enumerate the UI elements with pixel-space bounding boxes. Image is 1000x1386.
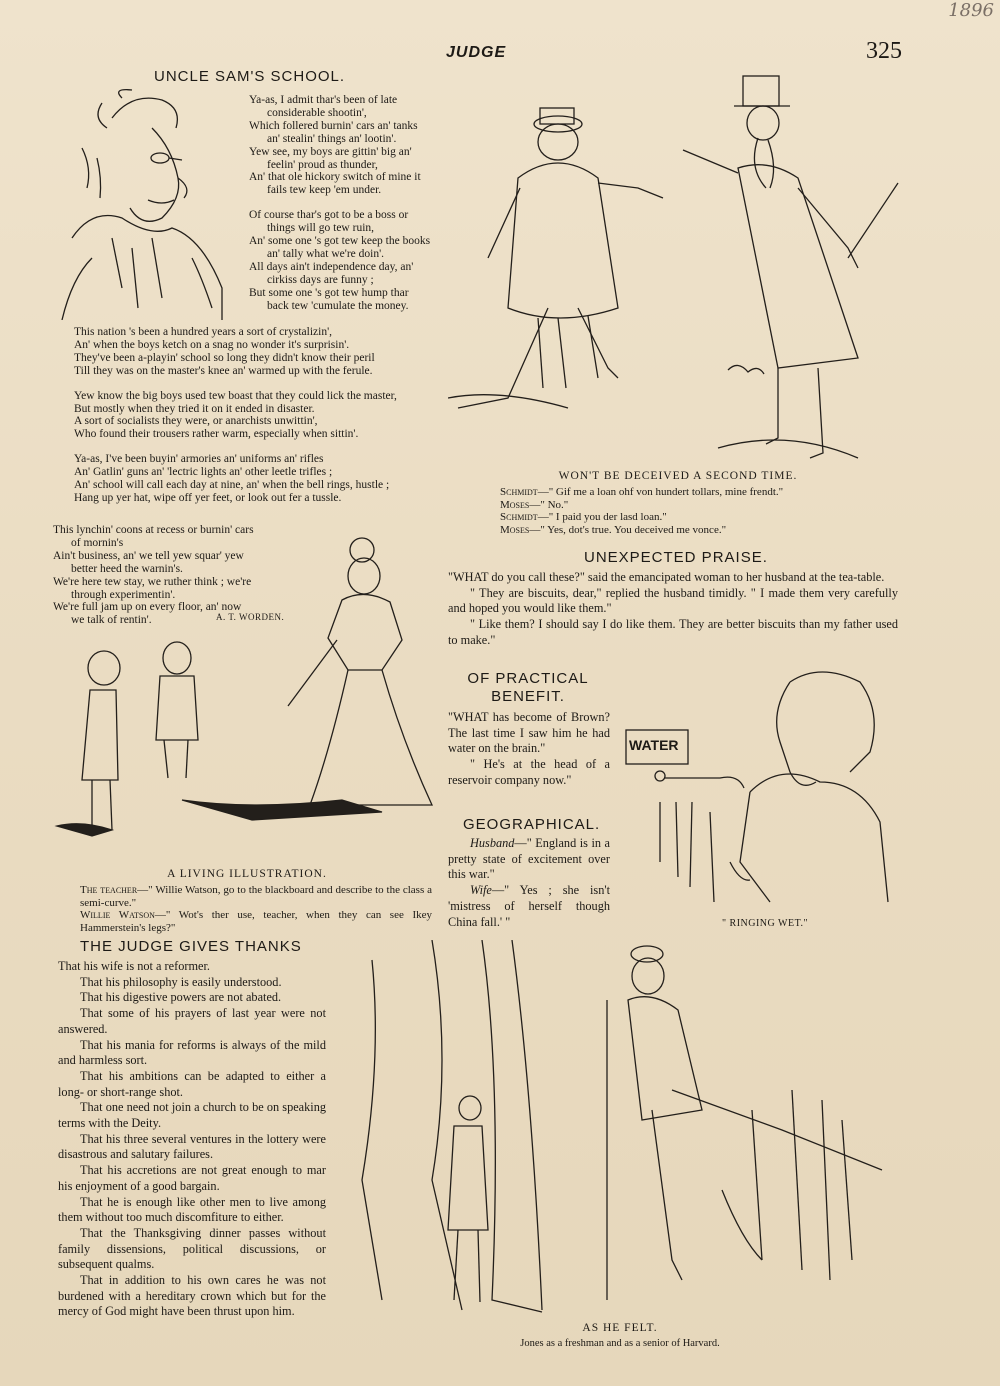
dialogue-line <box>500 486 900 499</box>
verse-line: Ya-as, I admit thar's been of late <box>249 94 398 106</box>
thanks-paragraph: That his ambitions can be adapted to either a long- or short-range shot. <box>58 1068 326 1099</box>
thanks-paragraph: That the Thanksgiving dinner passes without family dissensions, political discussions, or subsequent qualms. <box>58 1225 326 1272</box>
stanza-3-lines <box>74 326 444 378</box>
wife-label: Wife <box>470 883 492 898</box>
stanza-1-lines <box>249 94 454 197</box>
verse-line: An' Gatlin' guns an' 'lectric lights an' other leetle trifles ; <box>74 466 333 479</box>
speaker-label: Moses <box>500 498 530 511</box>
husband-label: Husband <box>470 836 515 850</box>
schmidt-moses-cartoon-illustration <box>448 68 908 468</box>
verse-line: through experimentin'. <box>71 588 176 601</box>
practical-benefit-title <box>448 670 608 706</box>
wife-line: —" Yes ; she isn't 'mistress of herself though China fall.' " <box>448 883 610 929</box>
speaker-line: —" Yes, dot's true. You deceived me vonce." <box>529 523 727 536</box>
verse-line: cirkiss days are funny ; <box>267 273 374 286</box>
verse-line: of mornin's <box>71 536 124 549</box>
verse-line: an' stealin' things an' lootin'. <box>267 132 397 145</box>
practical-benefit-title-line-2: BENEFIT. <box>491 688 565 705</box>
verse-line: Yew know the big boys used tew boast that they could lick the master, <box>74 389 397 402</box>
verse-line: Till they was on the master's knee an' warmed up with the ferule. <box>74 364 373 377</box>
uncle-sam-stanza-1 <box>249 94 454 313</box>
geographical-title: GEOGRAPHICAL. <box>463 816 601 833</box>
as-he-felt-illustration <box>342 940 898 1320</box>
verse-line: things will go tew ruin, <box>267 222 375 235</box>
uncle-sam-portrait-illustration <box>52 88 242 320</box>
judge-thanks-text <box>58 959 326 1320</box>
willie-label: Willie Watson <box>80 909 155 921</box>
running-title: JUDGE <box>446 44 507 61</box>
verse-line: Which follered burnin' cars an' tanks <box>249 119 418 132</box>
verse-line: This lynchin' coons at recess or burnin' cars <box>53 524 254 536</box>
ringing-wet-illustration <box>620 662 900 912</box>
practical-benefit-title-line-1: OF PRACTICAL <box>467 670 589 687</box>
water-sign: WATER <box>629 737 679 753</box>
stanza-4-lines <box>74 390 444 442</box>
thanks-paragraph: That his wife is not a reformer. <box>58 959 210 973</box>
unexpected-praise-title: UNEXPECTED PRAISE. <box>584 549 768 566</box>
benefit-paragraph-2: " He's at the head of a reservoir company now." <box>448 757 610 787</box>
stanza-5-lines <box>74 453 444 505</box>
dialogue-line <box>500 524 900 537</box>
thanks-paragraph: That his accretions are not great enough to mar his enjoyment of a good bargain. <box>58 1163 326 1193</box>
unexpected-praise-text <box>448 570 898 649</box>
verse-line: But some one 's got tew hump thar <box>249 286 409 299</box>
thanks-paragraph: That some of his prayers of last year were not answered. <box>58 1006 326 1036</box>
verse-line: considerable shootin', <box>267 106 367 119</box>
handwritten-year: 1896 <box>948 0 994 21</box>
thanks-paragraph: That his philosophy is easily understood. <box>80 974 282 989</box>
living-illustration-cartoon <box>52 530 442 866</box>
verse-line: an' tally what we're doin'. <box>267 247 385 260</box>
teacher-line: —" Willie Watson, go to the blackboard and describe to the class a semi-curve." <box>80 884 432 909</box>
speaker-label: Schmidt <box>500 486 538 498</box>
living-illustration-caption: A LIVING ILLUSTRATION. <box>167 868 327 880</box>
verse-line: fails tew keep 'em under. <box>267 184 382 197</box>
verse-line: back tew 'cumulate the money. <box>267 299 409 312</box>
thanks-paragraph: That his three several ventures in the lottery were disastrous and salutary failures. <box>58 1131 326 1162</box>
as-he-felt-caption: AS HE FELT. <box>582 1322 658 1334</box>
praise-paragraph-2: " They are biscuits, dear," replied the husband timidly. " I made them very carefully and hoped you would like them." <box>448 585 898 616</box>
schmidt-caption: WON'T BE DECEIVED A SECOND TIME. <box>558 470 798 482</box>
verse-line: An' some one 's got tew keep the books <box>249 235 431 248</box>
verse-line: An' that ole hickory switch of mine it <box>249 171 421 184</box>
verse-line: An' when the boys ketch on a snag no wonder it's surprisin'. <box>74 338 350 351</box>
thanks-paragraph: That in addition to his own cares he was not burdened with a hereditary crown which but for the mercy of God might have been thrust upon him. <box>58 1273 326 1319</box>
husband-line: —" England is in a pretty state of excitement over this war." <box>448 836 610 882</box>
verse-line: We're full jam up on every floor, an' now <box>53 601 242 614</box>
schmidt-moses-dialogue <box>500 486 900 536</box>
verse-line: Hang up yer hat, wipe off yer feet, or look out fer a tussle. <box>74 491 342 504</box>
stanza-2-lines <box>249 209 454 312</box>
verse-line: But mostly when they tried it on it ended in disaster. <box>74 402 315 415</box>
verse-line: feelin' proud as thunder, <box>267 158 378 171</box>
speaker-line: —" I paid you der lasd loan." <box>537 511 667 524</box>
verse-line: Who found their trousers rather warm, especially when sittin'. <box>74 428 359 441</box>
page-number: 325 <box>866 38 902 64</box>
verse-line: better heed the warnin's. <box>71 562 183 575</box>
verse-line: An' school will call each day at nine, an' when the bell rings, hustle ; <box>74 479 390 492</box>
poem-author: A. T. WORDEN. <box>216 612 285 622</box>
as-he-felt-subcaption: Jones as a freshman and as a senior of Harvard. <box>520 1338 720 1349</box>
thanks-paragraph: That his digestive powers are not abated. <box>80 990 282 1005</box>
verse-line: Ain't business, an' we tell yew squar' yew <box>53 549 244 562</box>
living-illustration-dialogue <box>80 884 432 934</box>
benefit-paragraph-1: "WHAT has become of Brown? The last time I saw him he had water on the brain." <box>448 710 610 756</box>
thanks-paragraph: That his mania for reforms is always of the mild and harmless sort. <box>58 1037 326 1068</box>
verse-line: Yew see, my boys are gittin' big an' <box>249 145 412 158</box>
thanks-paragraph: That one need not join a church to be on speaking terms with the Deity. <box>58 1100 326 1131</box>
willie-line: —" Wot's ther use, teacher, when they can see Ikey Hammerstein's legs?" <box>80 909 432 934</box>
verse-line: All days ain't independence day, an' <box>249 260 414 273</box>
speaker-line: —" Gif me a loan ohf von hundert tollars, mine frendt." <box>537 486 784 498</box>
dialogue-line <box>500 499 900 512</box>
thanks-paragraph: That he is enough like other men to live among them without too much discomfiture to either. <box>58 1194 326 1225</box>
speaker-label: Moses <box>500 523 530 536</box>
speaker-line: —" No." <box>529 498 569 511</box>
speaker-label: Schmidt <box>500 511 538 524</box>
dialogue-line <box>500 511 900 524</box>
verse-line: we talk of rentin'. <box>71 614 152 627</box>
verse-line: We're here tew stay, we ruther think ; we're <box>53 575 252 588</box>
verse-line: This nation 's been a hundred years a sort of crystalizin', <box>74 326 333 338</box>
praise-paragraph-3: " Like them? I should say I do like them. They are better biscuits than my father used to make." <box>448 617 898 647</box>
judge-thanks-title: THE JUDGE GIVES THANKS <box>80 938 302 955</box>
uncle-sam-long-stanzas <box>74 326 444 505</box>
verse-line: They've been a-playin' school so long they didn't know their peril <box>74 351 375 364</box>
uncle-sam-title: UNCLE SAM'S SCHOOL. <box>154 68 346 85</box>
ringing-wet-caption: " RINGING WET." <box>721 918 809 929</box>
practical-benefit-text <box>448 710 610 789</box>
geographical-text <box>448 836 610 930</box>
praise-paragraph-1: "WHAT do you call these?" said the emancipated woman to her husband at the tea-table. <box>448 570 885 584</box>
verse-line: Ya-as, I've been buyin' armories an' uniforms an' rifles <box>74 453 324 466</box>
verse-line: A sort of socialists they were, or anarchists unwittin', <box>74 415 318 428</box>
teacher-label: The teacher <box>80 884 138 896</box>
verse-line: Of course thar's got to be a boss or <box>249 209 409 222</box>
